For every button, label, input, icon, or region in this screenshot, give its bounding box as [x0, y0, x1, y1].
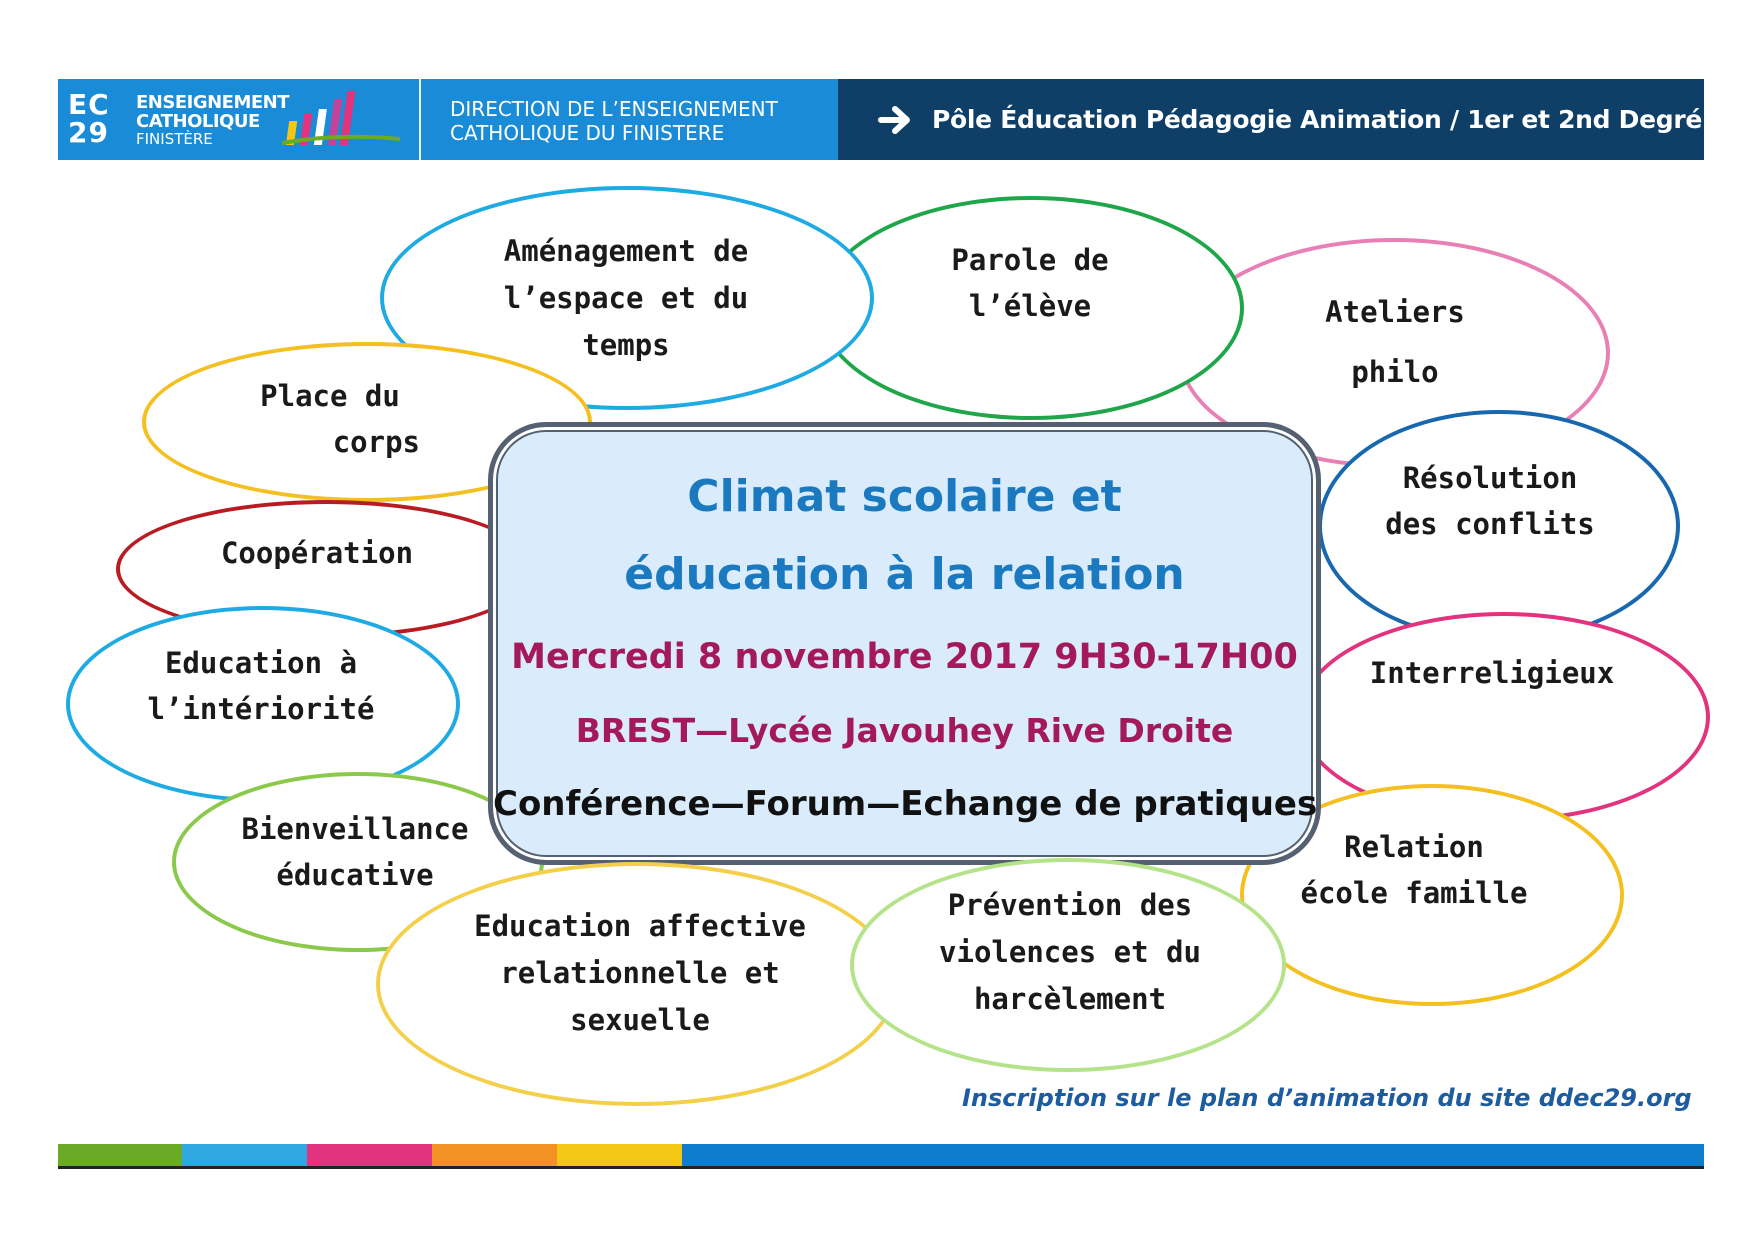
topic-resolution-line-1: Résolution — [1402, 461, 1578, 495]
topic-interreligieux — [1362, 650, 1622, 696]
logo-line-1: ENSEIGNEMENT — [136, 92, 290, 113]
logo-line-2: CATHOLIQUE — [136, 111, 260, 132]
topic-relation-ecole-famille — [1284, 824, 1544, 916]
topic-resolution-line-2: des conflits — [1385, 507, 1595, 541]
pole-title — [878, 79, 1702, 160]
topic-cooperation — [212, 530, 422, 576]
event-info-box — [488, 422, 1321, 865]
ec29-logo — [68, 88, 110, 149]
header-left-panel — [58, 79, 838, 160]
logo-text — [136, 93, 289, 148]
topic-ateliers-line-1: Ateliers — [1325, 295, 1465, 329]
topic-prevention-line-2: violences et du — [939, 935, 1201, 969]
event-date: Mercredi 8 novembre 2017 9H30-17H00 — [511, 637, 1298, 677]
event-title-line-1: Climat scolaire et — [687, 471, 1122, 522]
bubble-interreligieux — [1298, 612, 1710, 822]
direction-line-2: CATHOLIQUE DU FINISTERE — [450, 121, 725, 145]
topic-prevention-line-3: harcèlement — [973, 982, 1167, 1016]
topic-amenagement-line-1: Aménagement de — [503, 234, 749, 268]
logo-line-3: FINISTÈRE — [136, 130, 213, 148]
logo-mark-bottom: 29 — [68, 116, 109, 149]
topic-interiorite — [136, 640, 386, 732]
topic-place-corps-line-2: corps — [332, 425, 420, 459]
header-divider — [419, 79, 421, 160]
topic-affective-line-2: relationnelle et — [500, 956, 780, 990]
color-bar-cyan — [182, 1144, 307, 1166]
topic-relation-line-1: Relation — [1344, 830, 1484, 864]
topic-parole-eleve — [925, 237, 1135, 329]
color-bar-pink — [307, 1144, 432, 1166]
topic-bienveillance — [230, 806, 480, 898]
event-program: Conférence—Forum—Echange de pratiques — [493, 784, 1318, 824]
topic-prevention-violences — [920, 882, 1220, 1023]
logo-mark-top: EC — [68, 88, 110, 121]
color-bar-green — [58, 1144, 182, 1166]
topic-interiorite-line-1: Education à — [164, 646, 358, 680]
topic-ateliers-philo — [1300, 282, 1490, 402]
topic-place-corps — [240, 373, 420, 465]
color-bar-blue — [682, 1144, 1704, 1166]
topic-cooperation-line-1: Coopération — [220, 536, 414, 570]
event-title-line-2: éducation à la relation — [624, 549, 1185, 600]
topic-amenagement — [470, 228, 782, 369]
topic-amenagement-line-3: temps — [582, 328, 670, 362]
footer-rule — [58, 1166, 1704, 1169]
footer-color-bar — [58, 1144, 1704, 1166]
topic-affective-line-1: Education affective — [474, 909, 806, 943]
topic-relation-line-2: école famille — [1300, 876, 1528, 910]
logo-bars-icon — [280, 87, 410, 153]
event-place: BREST—Lycée Javouhey Rive Droite — [575, 711, 1234, 750]
topic-resolution-conflits — [1374, 455, 1606, 547]
topic-bienveillance-line-2: éducative — [276, 858, 434, 892]
topic-parole-line-2: l’élève — [968, 289, 1092, 323]
topic-prevention-line-1: Prévention des — [947, 888, 1193, 922]
topic-bienveillance-line-1: Bienveillance — [241, 812, 469, 846]
topic-amenagement-line-2: l’espace et du — [503, 281, 749, 315]
inscription-note: Inscription sur le plan d’animation du site ddec29.org — [962, 1084, 1692, 1112]
direction-line-1: DIRECTION DE L’ENSEIGNEMENT — [450, 97, 778, 121]
topic-ateliers-line-2: philo — [1351, 355, 1439, 389]
topic-interreligieux-line-1: Interreligieux — [1369, 656, 1615, 690]
header-banner — [58, 79, 1704, 160]
color-bar-yellow — [557, 1144, 682, 1166]
direction-label — [450, 97, 778, 145]
arrow-right-icon — [878, 105, 912, 135]
topic-interiorite-line-2: l’intériorité — [147, 692, 375, 726]
topic-affective-line-3: sexuelle — [570, 1003, 710, 1037]
topic-education-affective — [460, 903, 820, 1044]
topic-parole-line-1: Parole de — [951, 243, 1109, 277]
color-bar-orange — [432, 1144, 557, 1166]
topic-place-corps-line-1: Place du — [260, 379, 400, 413]
pole-label: Pôle Éducation Pédagogie Animation / 1er et 2nd Degré — [932, 105, 1703, 134]
